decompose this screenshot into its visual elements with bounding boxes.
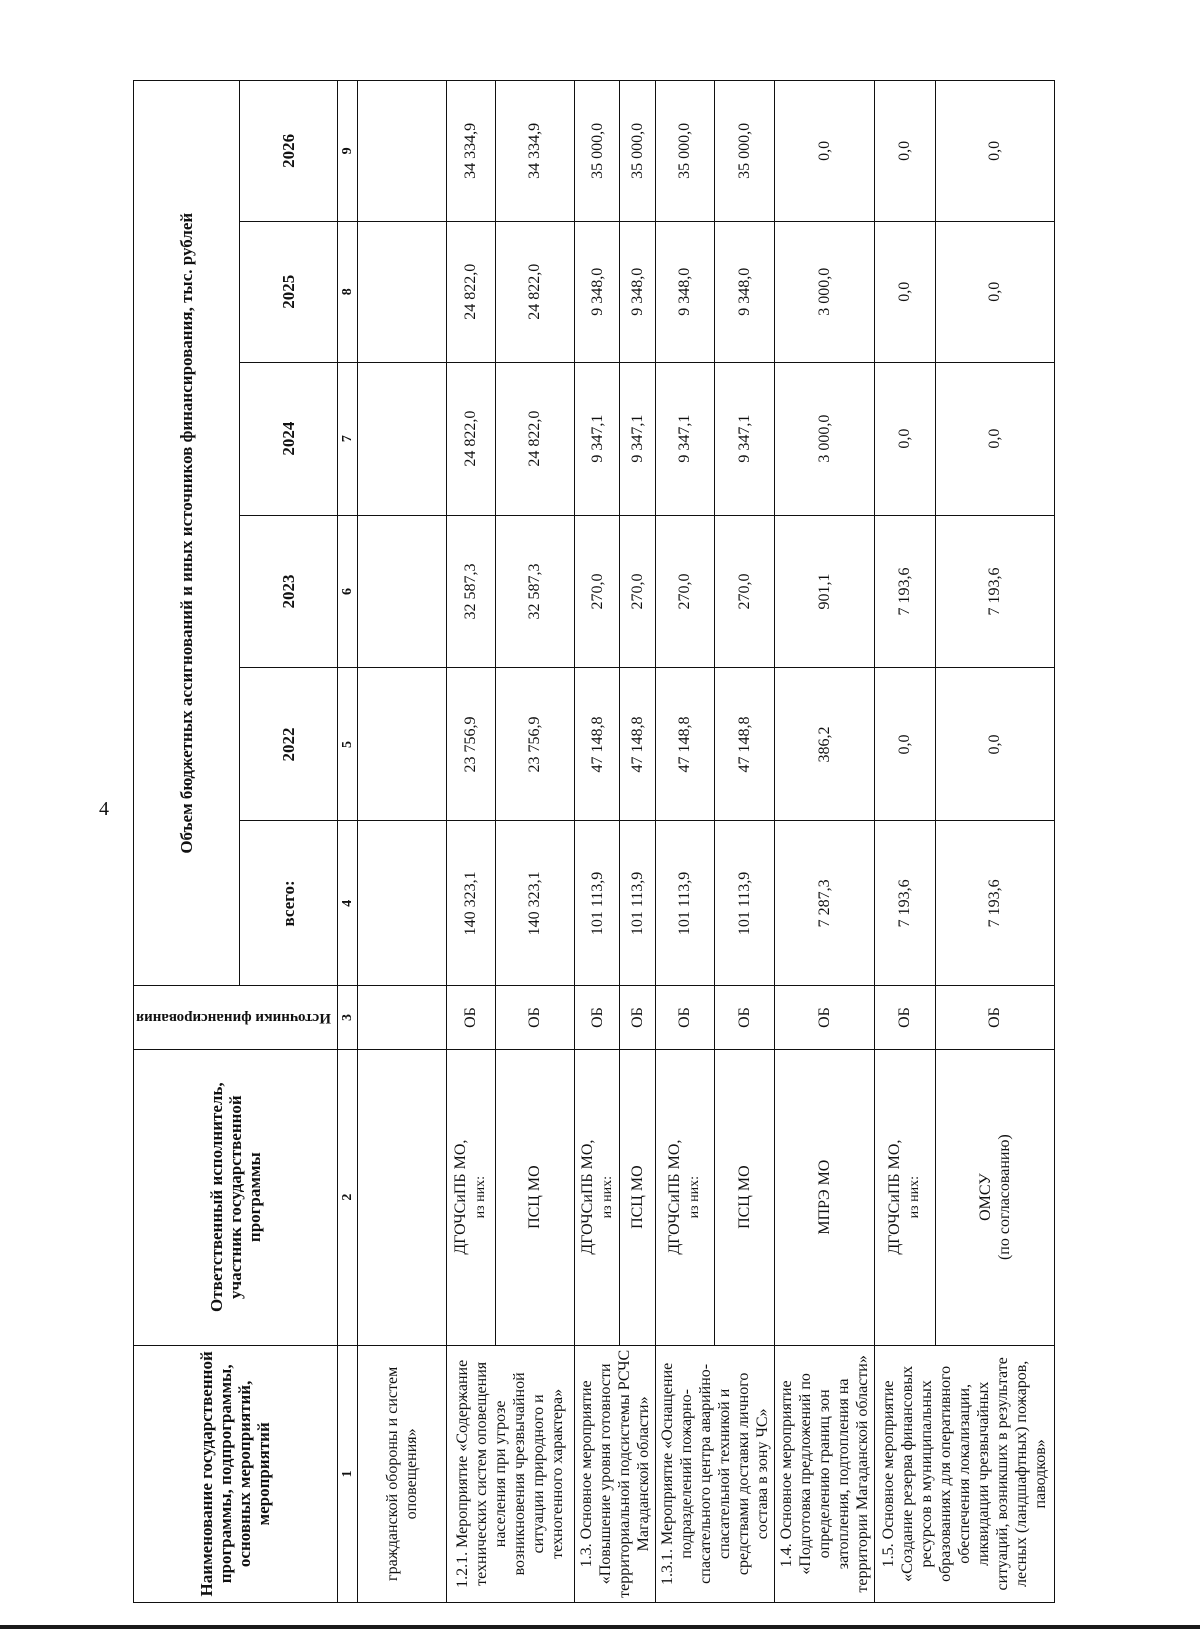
cell-total: 140 323,1 bbox=[495, 821, 574, 986]
cell-2025: 9 348,0 bbox=[655, 221, 714, 362]
row-source: ОБ bbox=[874, 986, 935, 1049]
column-number-row bbox=[337, 81, 357, 1603]
header-name: Наименование государственной программы, подпрограммы, основных мероприятий, мероприятий bbox=[134, 1345, 338, 1602]
row-source: ОБ bbox=[574, 986, 619, 1049]
cell-total: 101 113,9 bbox=[574, 821, 619, 986]
cell-2024: 9 347,1 bbox=[620, 362, 656, 515]
cell-total: 140 323,1 bbox=[446, 821, 495, 986]
row-name: 1.3. Основное мероприятие «Повышение уровня готовности территориальной подсистемы РСЧС Магаданской области» bbox=[574, 1345, 655, 1602]
row-name: 1.5. Основное мероприятие «Создание резерва финансовых ресурсов в муниципальных образованиях для оперативного обеспечения локализации, ликвидации чрезвычайных ситуаций, возникших в результате лесных (ландшафтных) пожаров, паводков» bbox=[874, 1345, 1054, 1602]
column-number: 6 bbox=[337, 515, 357, 668]
header-year-2026: 2026 bbox=[240, 81, 338, 222]
cell-2024: 3 000,0 bbox=[774, 362, 874, 515]
table-row bbox=[446, 81, 495, 1603]
cell-2024: 9 347,1 bbox=[714, 362, 774, 515]
cell-2024: 0,0 bbox=[935, 362, 1054, 515]
table-row bbox=[574, 81, 619, 1603]
cell-2026: 35 000,0 bbox=[655, 81, 714, 222]
cell-2023: 7 193,6 bbox=[874, 515, 935, 668]
funding-table bbox=[133, 80, 1055, 1603]
table-row bbox=[655, 81, 714, 1603]
cell-total: 101 113,9 bbox=[655, 821, 714, 986]
cell-2024: 9 347,1 bbox=[574, 362, 619, 515]
row-executor: ПСЦ МО bbox=[714, 1049, 774, 1345]
header-total: всего: bbox=[240, 821, 338, 986]
cell-2023: 270,0 bbox=[714, 515, 774, 668]
column-number: 1 bbox=[337, 1345, 357, 1602]
cell-2022: 47 148,8 bbox=[574, 668, 619, 821]
cell-total: 7 193,6 bbox=[935, 821, 1054, 986]
row-executor: ДГОЧСиПБ МО, из них: bbox=[446, 1049, 495, 1345]
cell-2025: 3 000,0 bbox=[774, 221, 874, 362]
cell-2026: 34 334,9 bbox=[446, 81, 495, 222]
cell-2022: 47 148,8 bbox=[655, 668, 714, 821]
cell-total: 101 113,9 bbox=[714, 821, 774, 986]
cell-2022: 0,0 bbox=[935, 668, 1054, 821]
row-executor: МПРЭ МО bbox=[774, 1049, 874, 1345]
cell-2022: 47 148,8 bbox=[620, 668, 656, 821]
row-source: ОБ bbox=[655, 986, 714, 1049]
cell-total bbox=[357, 821, 446, 986]
page-number: 4 bbox=[99, 798, 109, 820]
header-year-2025: 2025 bbox=[240, 221, 338, 362]
cell-2024: 24 822,0 bbox=[495, 362, 574, 515]
cell-2022: 23 756,9 bbox=[446, 668, 495, 821]
cell-2024: 24 822,0 bbox=[446, 362, 495, 515]
cell-2022: 386,2 bbox=[774, 668, 874, 821]
column-number: 3 bbox=[337, 986, 357, 1049]
row-name: 1.4. Основное мероприятие «Подготовка предложений по определению границ зон затопления, подтопления на территории Магаданской области» bbox=[774, 1345, 874, 1602]
bottom-rule bbox=[0, 1625, 1200, 1629]
row-name: 1.2.1. Мероприятие «Содержание технических систем оповещения населения при угрозе возникновения чрезвычайной ситуации природного и техногенного характера» bbox=[446, 1345, 574, 1602]
cell-2025 bbox=[357, 221, 446, 362]
cell-2026: 35 000,0 bbox=[620, 81, 656, 222]
header-source: Источники финансирования bbox=[134, 986, 338, 1049]
row-name: 1.3.1. Мероприятие «Оснащение подразделений пожарно-спасательного центра аварийно-спасательной техникой и средствами доставки личного состава в зону ЧС» bbox=[655, 1345, 774, 1602]
row-name-continuation: гражданской обороны и систем оповещения» bbox=[357, 1345, 446, 1602]
cell-2023: 901,1 bbox=[774, 515, 874, 668]
row-executor: ДГОЧСиПБ МО, из них: bbox=[655, 1049, 714, 1345]
row-executor: ОМСУ (по согласованию) bbox=[935, 1049, 1054, 1345]
cell-2026: 35 000,0 bbox=[714, 81, 774, 222]
row-executor: ДГОЧСиПБ МО, из них: bbox=[574, 1049, 619, 1345]
cell-2022 bbox=[357, 668, 446, 821]
row-source bbox=[357, 986, 446, 1049]
header-year-2023: 2023 bbox=[240, 515, 338, 668]
cell-2023: 270,0 bbox=[620, 515, 656, 668]
row-source: ОБ bbox=[714, 986, 774, 1049]
cell-2023: 32 587,3 bbox=[446, 515, 495, 668]
column-number: 8 bbox=[337, 221, 357, 362]
cell-2025: 9 348,0 bbox=[620, 221, 656, 362]
header-year-2024: 2024 bbox=[240, 362, 338, 515]
cell-2022: 0,0 bbox=[874, 668, 935, 821]
cell-2026: 0,0 bbox=[935, 81, 1054, 222]
cell-2023: 32 587,3 bbox=[495, 515, 574, 668]
cell-2025: 24 822,0 bbox=[446, 221, 495, 362]
cell-2025: 24 822,0 bbox=[495, 221, 574, 362]
header-year-2022: 2022 bbox=[240, 668, 338, 821]
cell-2025: 9 348,0 bbox=[574, 221, 619, 362]
row-executor bbox=[357, 1049, 446, 1345]
cell-2022: 23 756,9 bbox=[495, 668, 574, 821]
column-number: 4 bbox=[337, 821, 357, 986]
cell-2026 bbox=[357, 81, 446, 222]
table-row bbox=[774, 81, 874, 1603]
table-row bbox=[874, 81, 935, 1603]
row-executor: ПСЦ МО bbox=[495, 1049, 574, 1345]
cell-2026: 35 000,0 bbox=[574, 81, 619, 222]
cell-2025: 0,0 bbox=[935, 221, 1054, 362]
cell-total: 7 193,6 bbox=[874, 821, 935, 986]
header-funding-title: Объем бюджетных ассигнований и иных источников финансирования, тыс. рублей bbox=[134, 81, 240, 986]
row-source: ОБ bbox=[495, 986, 574, 1049]
column-number: 7 bbox=[337, 362, 357, 515]
cell-2025: 9 348,0 bbox=[714, 221, 774, 362]
column-number: 2 bbox=[337, 1049, 357, 1345]
column-number: 5 bbox=[337, 668, 357, 821]
cell-2024: 0,0 bbox=[874, 362, 935, 515]
cell-2023: 7 193,6 bbox=[935, 515, 1054, 668]
row-executor: ДГОЧСиПБ МО, из них: bbox=[874, 1049, 935, 1345]
cell-2023: 270,0 bbox=[655, 515, 714, 668]
header-executor: Ответственный исполнитель, участник государственной программы bbox=[134, 1049, 338, 1345]
row-source: ОБ bbox=[935, 986, 1054, 1049]
cell-2026: 0,0 bbox=[874, 81, 935, 222]
rotated-table-container bbox=[133, 80, 1052, 1603]
cell-2024 bbox=[357, 362, 446, 515]
cell-total: 7 287,3 bbox=[774, 821, 874, 986]
cell-2023 bbox=[357, 515, 446, 668]
column-number: 9 bbox=[337, 81, 357, 222]
cell-2026: 34 334,9 bbox=[495, 81, 574, 222]
table-row bbox=[357, 81, 446, 1603]
cell-total: 101 113,9 bbox=[620, 821, 656, 986]
cell-2022: 47 148,8 bbox=[714, 668, 774, 821]
row-source: ОБ bbox=[774, 986, 874, 1049]
row-executor: ПСЦ МО bbox=[620, 1049, 656, 1345]
cell-2024: 9 347,1 bbox=[655, 362, 714, 515]
row-source: ОБ bbox=[620, 986, 656, 1049]
row-source: ОБ bbox=[446, 986, 495, 1049]
cell-2025: 0,0 bbox=[874, 221, 935, 362]
cell-2026: 0,0 bbox=[774, 81, 874, 222]
cell-2023: 270,0 bbox=[574, 515, 619, 668]
